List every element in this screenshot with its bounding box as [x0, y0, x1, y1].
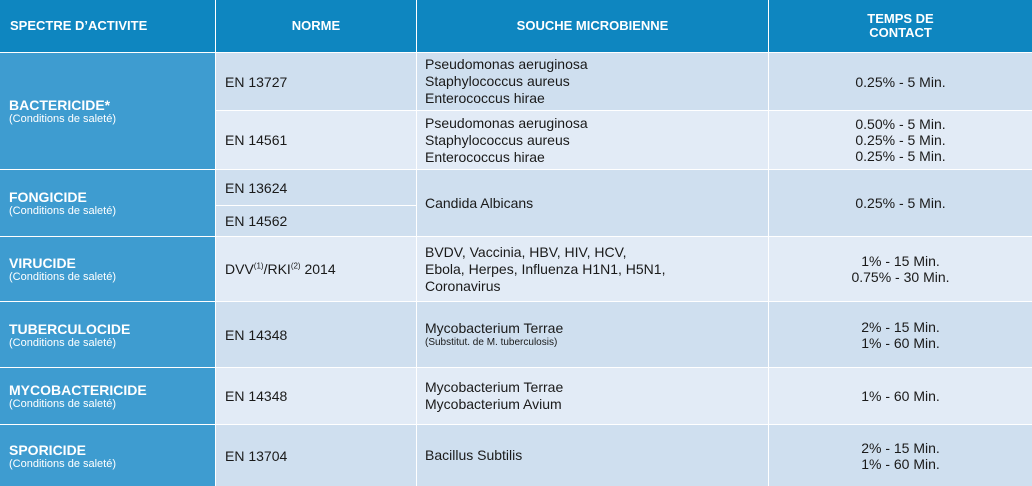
norm-cell: EN 14348	[216, 302, 416, 367]
contact-time-cell: 0.25% - 5 Min.	[769, 53, 1032, 110]
activity-tuberculocide	[0, 302, 215, 367]
norm-cell: EN 13704	[216, 425, 416, 486]
contact-time-cell: 2% - 15 Min. 1% - 60 Min.	[769, 302, 1032, 367]
norm-cell: EN 13727	[216, 53, 416, 110]
norm-cell: DVV$^{(1)}$/RKI$^{(2)}$ 2014	[216, 237, 416, 301]
strain-note: (Substitut. de M. tuberculosis)	[425, 337, 558, 348]
condition-note: (Conditions de saleté)	[9, 457, 117, 470]
activity-sporicide	[0, 425, 215, 486]
header-strain: SOUCHE MICROBIENNE	[417, 0, 768, 52]
strain-cell: Pseudomonas aeruginosa Staphylococcus aureus Enterococcus hirae	[417, 111, 768, 169]
strain-cell: Pseudomonas aeruginosa Staphylococcus aureus Enterococcus hirae	[417, 53, 768, 110]
contact-time-cell: 2% - 15 Min. 1% - 60 Min.	[769, 425, 1032, 486]
condition-note: (Conditions de saleté)	[9, 336, 117, 349]
norm-cell: EN 14561	[216, 111, 416, 169]
activity-name: MYCOBACTERICIDE	[9, 382, 147, 398]
contact-time-cell: 1% - 15 Min. 0.75% - 30 Min.	[769, 237, 1032, 301]
activity-bactericide	[0, 53, 215, 169]
condition-note: (Conditions de saleté)	[9, 398, 117, 410]
strain-cell: BVDV, Vaccinia, HBV, HIV, HCV, Ebola, Herpes, Influenza H1N1, H5N1, Coronavirus	[417, 237, 768, 301]
strain-cell: Mycobacterium Terrae (Substitut. de M. tuberculosis)	[417, 302, 768, 367]
activity-name: FONGICIDE	[9, 189, 87, 205]
activity-virucide	[0, 237, 215, 301]
activity-name: SPORICIDE	[9, 441, 87, 458]
strain-cell: Candida Albicans	[417, 170, 768, 236]
activity-fongicide	[0, 170, 215, 236]
norm-cell: EN 13624	[216, 170, 416, 205]
norm-cell: EN 14348	[216, 368, 416, 424]
condition-note: (Conditions de saleté)	[9, 113, 117, 125]
header-contact-time: TEMPS DE CONTACT	[769, 0, 1032, 52]
strain-cell: Mycobacterium Terrae Mycobacterium Avium	[417, 368, 768, 424]
condition-note: (Conditions de saleté)	[9, 205, 117, 217]
activity-name: TUBERCULOCIDE	[9, 320, 131, 337]
activity-name: BACTERICIDE*	[9, 97, 111, 113]
header-activity: SPECTRE D’ACTIVITE	[0, 0, 215, 52]
activity-name: VIRUCIDE	[9, 255, 76, 271]
strain-cell: Bacillus Subtilis	[417, 425, 768, 486]
contact-time-cell: 0.50% - 5 Min. 0.25% - 5 Min. 0.25% - 5 Min.	[769, 111, 1032, 169]
header-norm: NORME	[216, 0, 416, 52]
contact-time-cell: 1% - 60 Min.	[769, 368, 1032, 424]
activity-mycobactericide	[0, 368, 215, 424]
condition-note: (Conditions de saleté)	[9, 271, 117, 283]
norm-cell: EN 14562	[216, 206, 416, 236]
contact-time-cell: 0.25% - 5 Min.	[769, 170, 1032, 236]
